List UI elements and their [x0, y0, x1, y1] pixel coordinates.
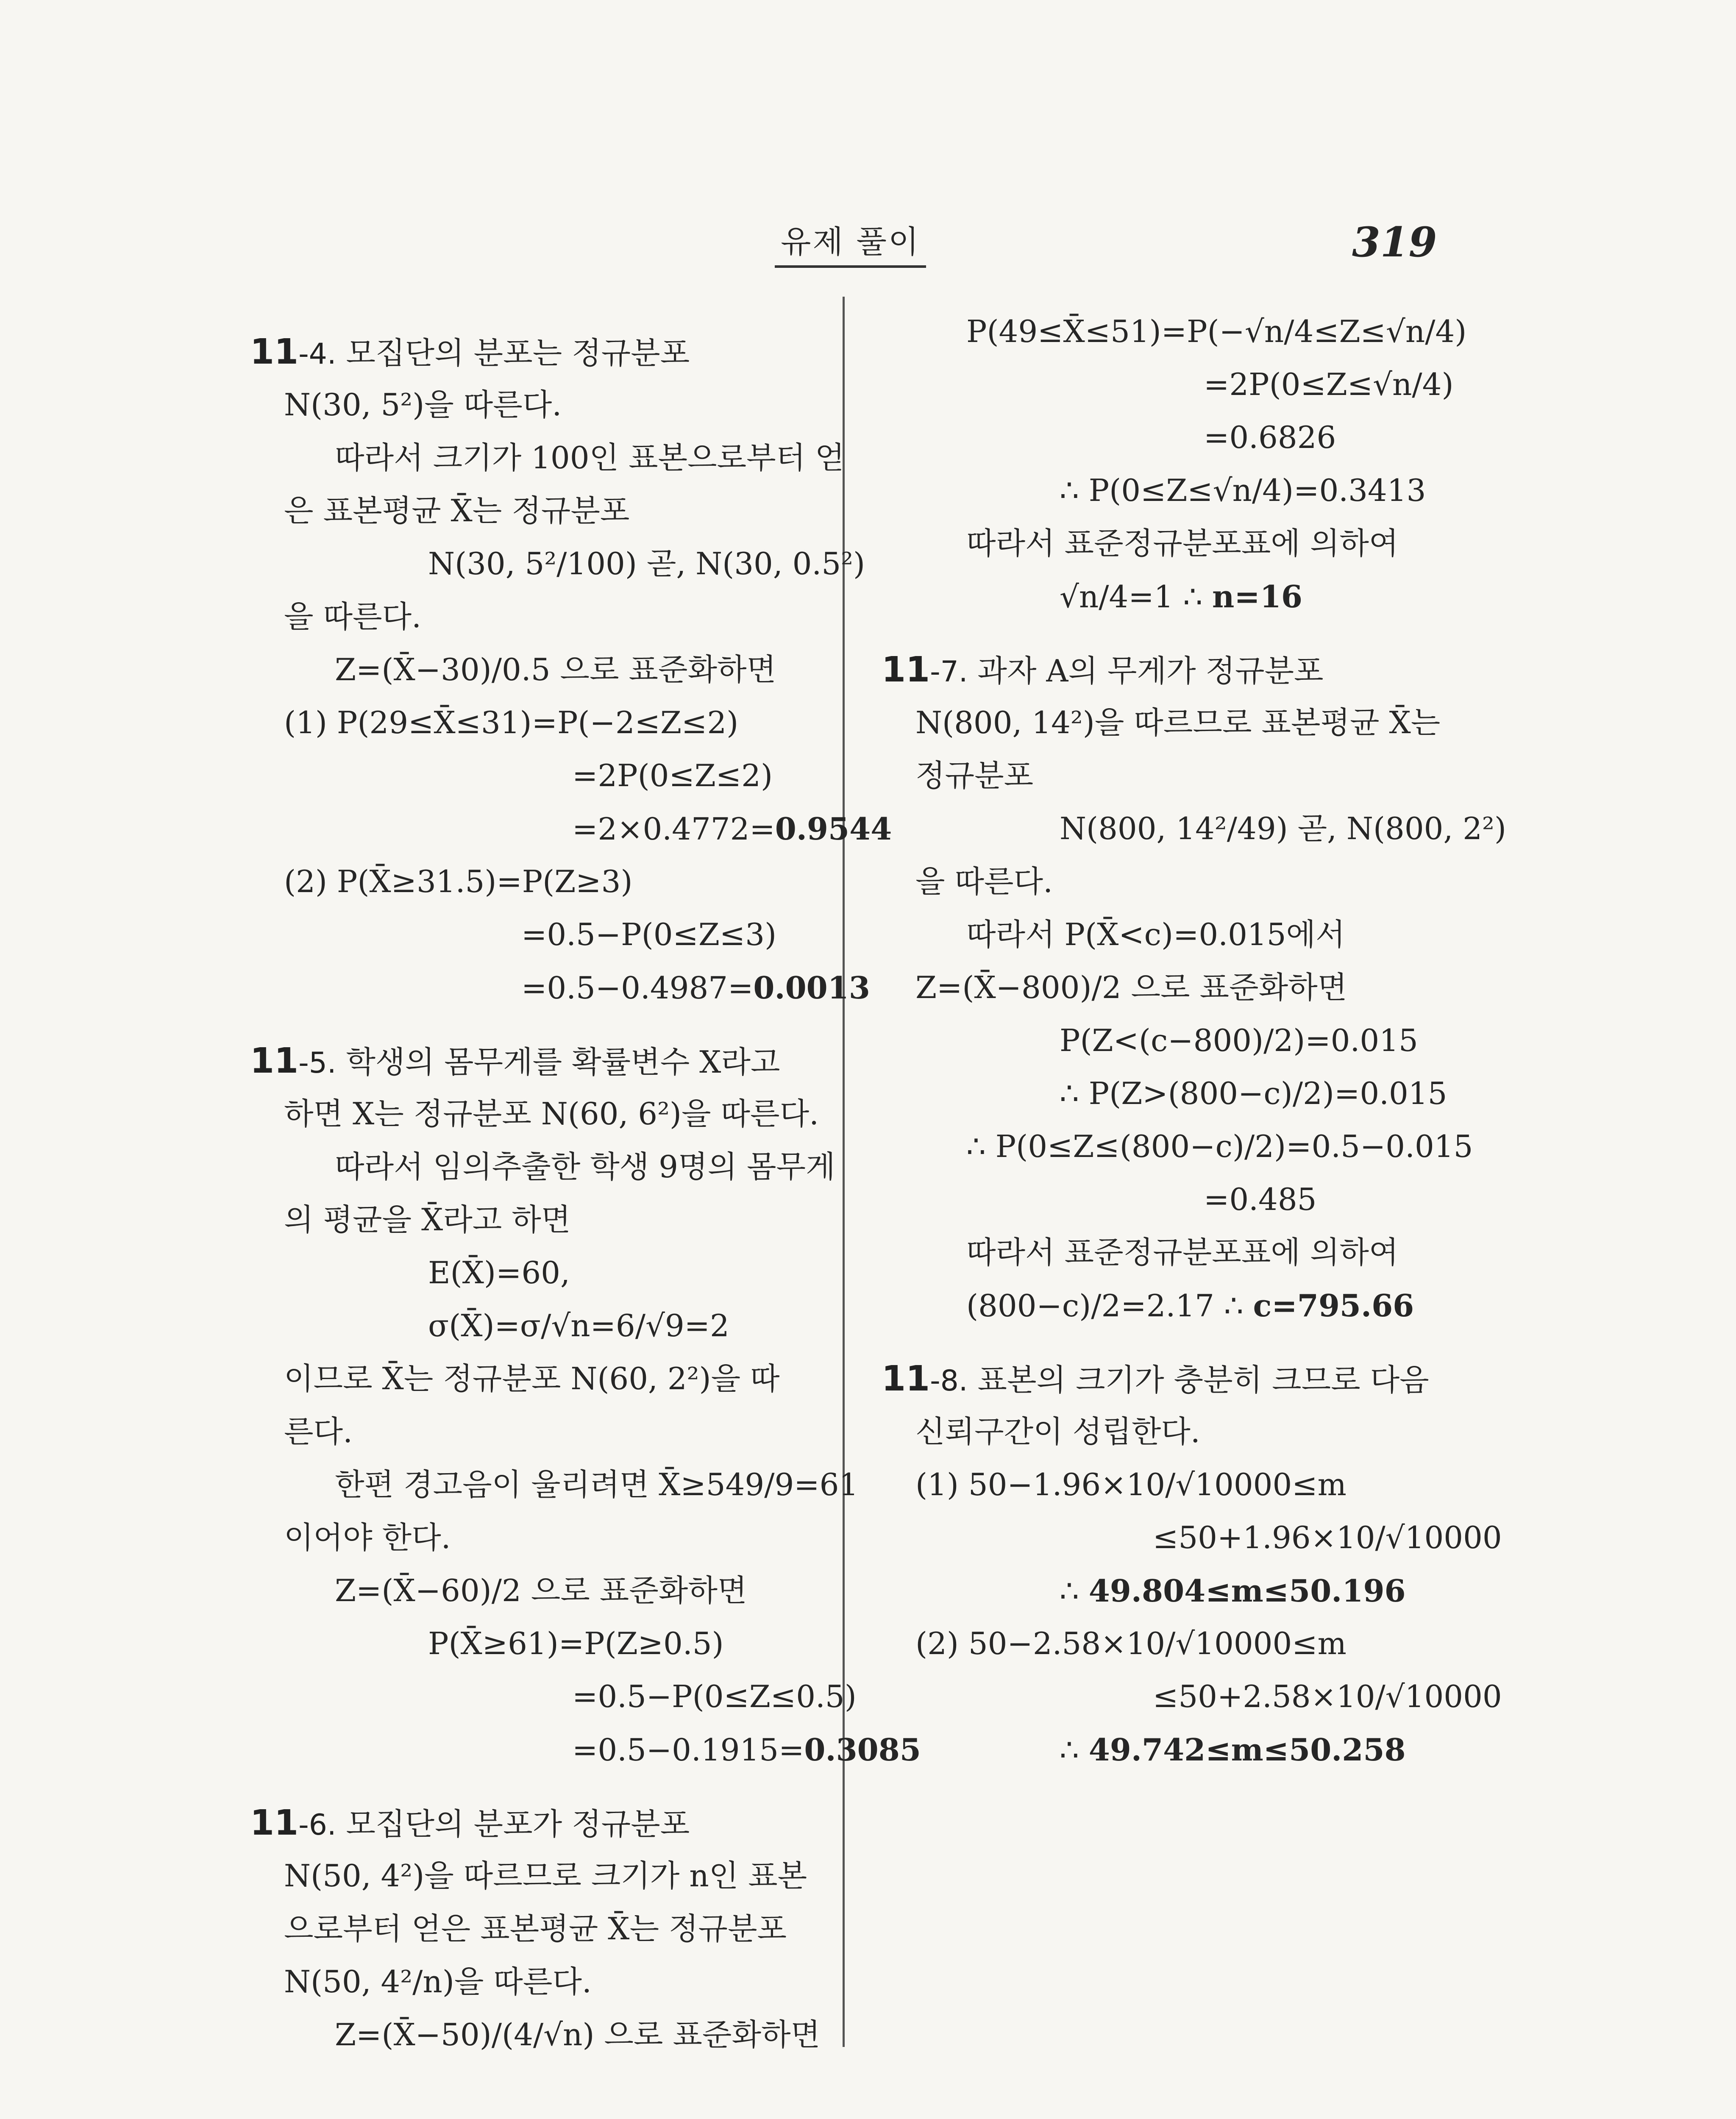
line-text: Z=(X̄−800)/2 으로 표준화하면 [915, 970, 1347, 1005]
solution-line [882, 1670, 1502, 1723]
line-text: 따라서 크기가 100인 표본으로부터 얻 [335, 440, 845, 476]
solution-line [882, 961, 1483, 1014]
solution-line [250, 1405, 831, 1458]
section-title: 유제 풀이 [775, 217, 926, 268]
solution-line [250, 431, 845, 484]
line-text: E(X̄)=60, [428, 1255, 570, 1290]
page-number: 319 [1352, 218, 1437, 266]
line-text: (1) 50−1.96×10/√10000≤m [915, 1467, 1347, 1502]
line-text: 은 표본평균 X̄는 정규분포 [284, 493, 630, 528]
line-text: N(800, 14²/49) 곧, N(800, 2²) [1060, 811, 1506, 846]
solution-line [882, 411, 1483, 464]
line-text: (800−c)/2=2.17 ∴ [966, 1288, 1253, 1324]
solution-line [250, 908, 831, 961]
line-text: 모집단의 분포가 정규분포 [336, 1806, 690, 1842]
solution-line [882, 570, 1483, 623]
line-text: =0.5−0.4987= [521, 970, 754, 1006]
solution-line [882, 464, 1483, 517]
answer-value: 0.0013 [753, 970, 870, 1006]
line-text: (1) P(29≤X̄≤31)=P(−2≤Z≤2) [284, 705, 739, 740]
solution-line [882, 908, 1483, 961]
line-text: Z=(X̄−60)/2 으로 표준화하면 [335, 1573, 747, 1608]
solution-line [882, 1067, 1483, 1120]
line-text: 모집단의 분포는 정규분포 [336, 335, 690, 371]
line-text: 따라서 표준정규분포표에 의하여 [966, 526, 1399, 561]
problem-number: 11-5. [250, 1041, 337, 1081]
solution-line [250, 1352, 831, 1405]
line-text: 정규분포 [915, 758, 1034, 793]
solution-line [882, 1226, 1483, 1279]
solution-line [250, 855, 831, 908]
solution-line [250, 1458, 859, 1511]
solution-line [882, 1120, 1483, 1173]
solution-line [250, 1849, 831, 1902]
line-text: 으로부터 얻은 표본평균 X̄는 정규분포 [284, 1911, 787, 1947]
line-text: N(50, 4²)을 따르므로 크기가 n인 표본 [284, 1858, 807, 1894]
line-text: 표본의 크기가 충분히 크므로 다음 [968, 1362, 1429, 1398]
solution-line [882, 749, 1483, 802]
answer-value: 49.742≤m≤50.258 [1088, 1732, 1406, 1768]
line-text: ∴ [1060, 1732, 1089, 1768]
line-text: 른다. [284, 1414, 353, 1449]
solution-line [250, 1140, 835, 1193]
problem-number: 11-7. [882, 650, 968, 690]
solution-line [250, 643, 831, 696]
answer-value: 49.804≤m≤50.196 [1088, 1573, 1406, 1609]
problem-heading [250, 325, 831, 378]
answer-value: 0.9544 [775, 811, 892, 847]
solution-line [250, 537, 865, 590]
line-text: 학생의 몸무게를 확률변수 X라고 [336, 1044, 780, 1080]
solution-line [882, 1617, 1483, 1670]
solution-line [882, 517, 1483, 570]
line-text: N(30, 5²)을 따른다. [284, 387, 562, 423]
solution-line [250, 1670, 857, 1723]
solution-line [882, 696, 1483, 749]
solution-line [250, 1087, 831, 1140]
line-text: 이므로 X̄는 정규분포 N(60, 2²)을 따 [284, 1361, 780, 1396]
solution-line [882, 1279, 1483, 1332]
solution-line [882, 1723, 1483, 1776]
solution-line [882, 1014, 1483, 1067]
line-text: ∴ P(0≤Z≤(800−c)/2)=0.5−0.015 [966, 1129, 1473, 1164]
solution-line [250, 1723, 921, 1776]
solution-line [250, 1902, 831, 1955]
solution-line [250, 961, 870, 1014]
solution-line [250, 1564, 831, 1617]
solution-line [250, 749, 831, 802]
line-text: =0.485 [1204, 1182, 1317, 1217]
line-text: =0.5−P(0≤Z≤3) [521, 917, 777, 952]
line-text: 하면 X는 정규분포 N(60, 6²)을 따른다. [284, 1096, 819, 1132]
line-text: =0.6826 [1204, 420, 1336, 455]
problem-number: 11-8. [882, 1359, 968, 1399]
line-text: N(800, 14²)을 따르므로 표본평균 X̄는 [915, 705, 1441, 740]
solution-line [882, 1564, 1483, 1617]
problem-heading [882, 1352, 1483, 1405]
line-text: 의 평균을 X̄라고 하면 [284, 1202, 571, 1237]
solution-line [250, 2008, 831, 2061]
line-text: σ(X̄)=σ/√n=6/√9=2 [428, 1308, 729, 1343]
line-text: ∴ P(0≤Z≤√n/4)=0.3413 [1060, 473, 1426, 508]
solution-line [250, 590, 831, 643]
line-text: ∴ [1060, 1573, 1089, 1609]
line-text: √n/4=1 ∴ [1060, 579, 1213, 615]
line-text: 신뢰구간이 성립한다. [915, 1414, 1200, 1449]
answer-value: 0.3085 [804, 1732, 921, 1768]
problem-heading [882, 643, 1483, 696]
problem-heading [250, 1034, 831, 1087]
solution-line [882, 1405, 1483, 1458]
problem-heading [250, 1796, 831, 1849]
solution-line [250, 1246, 831, 1299]
line-text: 을 따른다. [284, 599, 421, 634]
answer-value: c=795.66 [1253, 1288, 1414, 1324]
line-text: P(Z<(c−800)/2)=0.015 [1060, 1023, 1418, 1058]
solution-line [250, 1299, 831, 1352]
line-text: 과자 A의 무게가 정규분포 [968, 653, 1324, 689]
line-text: P(49≤X̄≤51)=P(−√n/4≤Z≤√n/4) [966, 314, 1467, 349]
line-text: ≤50+2.58×10/√10000 [1153, 1679, 1502, 1714]
problem-number: 11-6. [250, 1803, 337, 1843]
line-text: P(X̄≥61)=P(Z≥0.5) [428, 1626, 724, 1661]
solution-line [250, 696, 831, 749]
solution-line [250, 1617, 831, 1670]
line-text: N(30, 5²/100) 곧, N(30, 0.5²) [428, 546, 865, 581]
solution-line [882, 1511, 1502, 1564]
solution-line [882, 1458, 1483, 1511]
solution-line [882, 855, 1483, 908]
solution-line [250, 1955, 831, 2008]
line-text: =2×0.4772= [572, 811, 775, 847]
line-text: Z=(X̄−50)/(4/√n) 으로 표준화하면 [335, 2017, 821, 2052]
line-text: 한편 경고음이 울리려면 X̄≥549/9=61 [335, 1467, 859, 1502]
solution-line [250, 1193, 831, 1246]
line-text: ≤50+1.96×10/√10000 [1153, 1520, 1502, 1555]
line-text: =0.5−0.1915= [572, 1732, 804, 1768]
solution-line [882, 802, 1506, 855]
solution-line [250, 1511, 831, 1564]
line-text: 따라서 임의추출한 학생 9명의 몸무게 [335, 1149, 835, 1185]
line-text: =0.5−P(0≤Z≤0.5) [572, 1679, 857, 1714]
line-text: (2) 50−2.58×10/√10000≤m [915, 1626, 1347, 1661]
line-text: =2P(0≤Z≤2) [572, 758, 773, 793]
solution-line [882, 305, 1483, 358]
answer-value: n=16 [1212, 578, 1302, 615]
right-column [882, 305, 1506, 1776]
line-text: 따라서 표준정규분포표에 의하여 [966, 1235, 1399, 1270]
line-text: (2) P(X̄≥31.5)=P(Z≥3) [284, 864, 633, 899]
solution-line [250, 484, 831, 537]
line-text: ∴ P(Z>(800−c)/2)=0.015 [1060, 1076, 1447, 1111]
line-text: Z=(X̄−30)/0.5 으로 표준화하면 [335, 652, 776, 687]
line-text: 을 따른다. [915, 864, 1053, 899]
solution-line [882, 1173, 1483, 1226]
problem-number: 11-4. [250, 332, 337, 372]
line-text: =2P(0≤Z≤√n/4) [1204, 367, 1454, 402]
solution-line [882, 358, 1483, 411]
solution-line [250, 802, 892, 855]
left-column [250, 305, 921, 2061]
solution-line [250, 378, 831, 431]
line-text: N(50, 4²/n)을 따른다. [284, 1964, 592, 1999]
line-text: 따라서 P(X̄<c)=0.015에서 [966, 917, 1345, 952]
line-text: 이어야 한다. [284, 1520, 451, 1555]
